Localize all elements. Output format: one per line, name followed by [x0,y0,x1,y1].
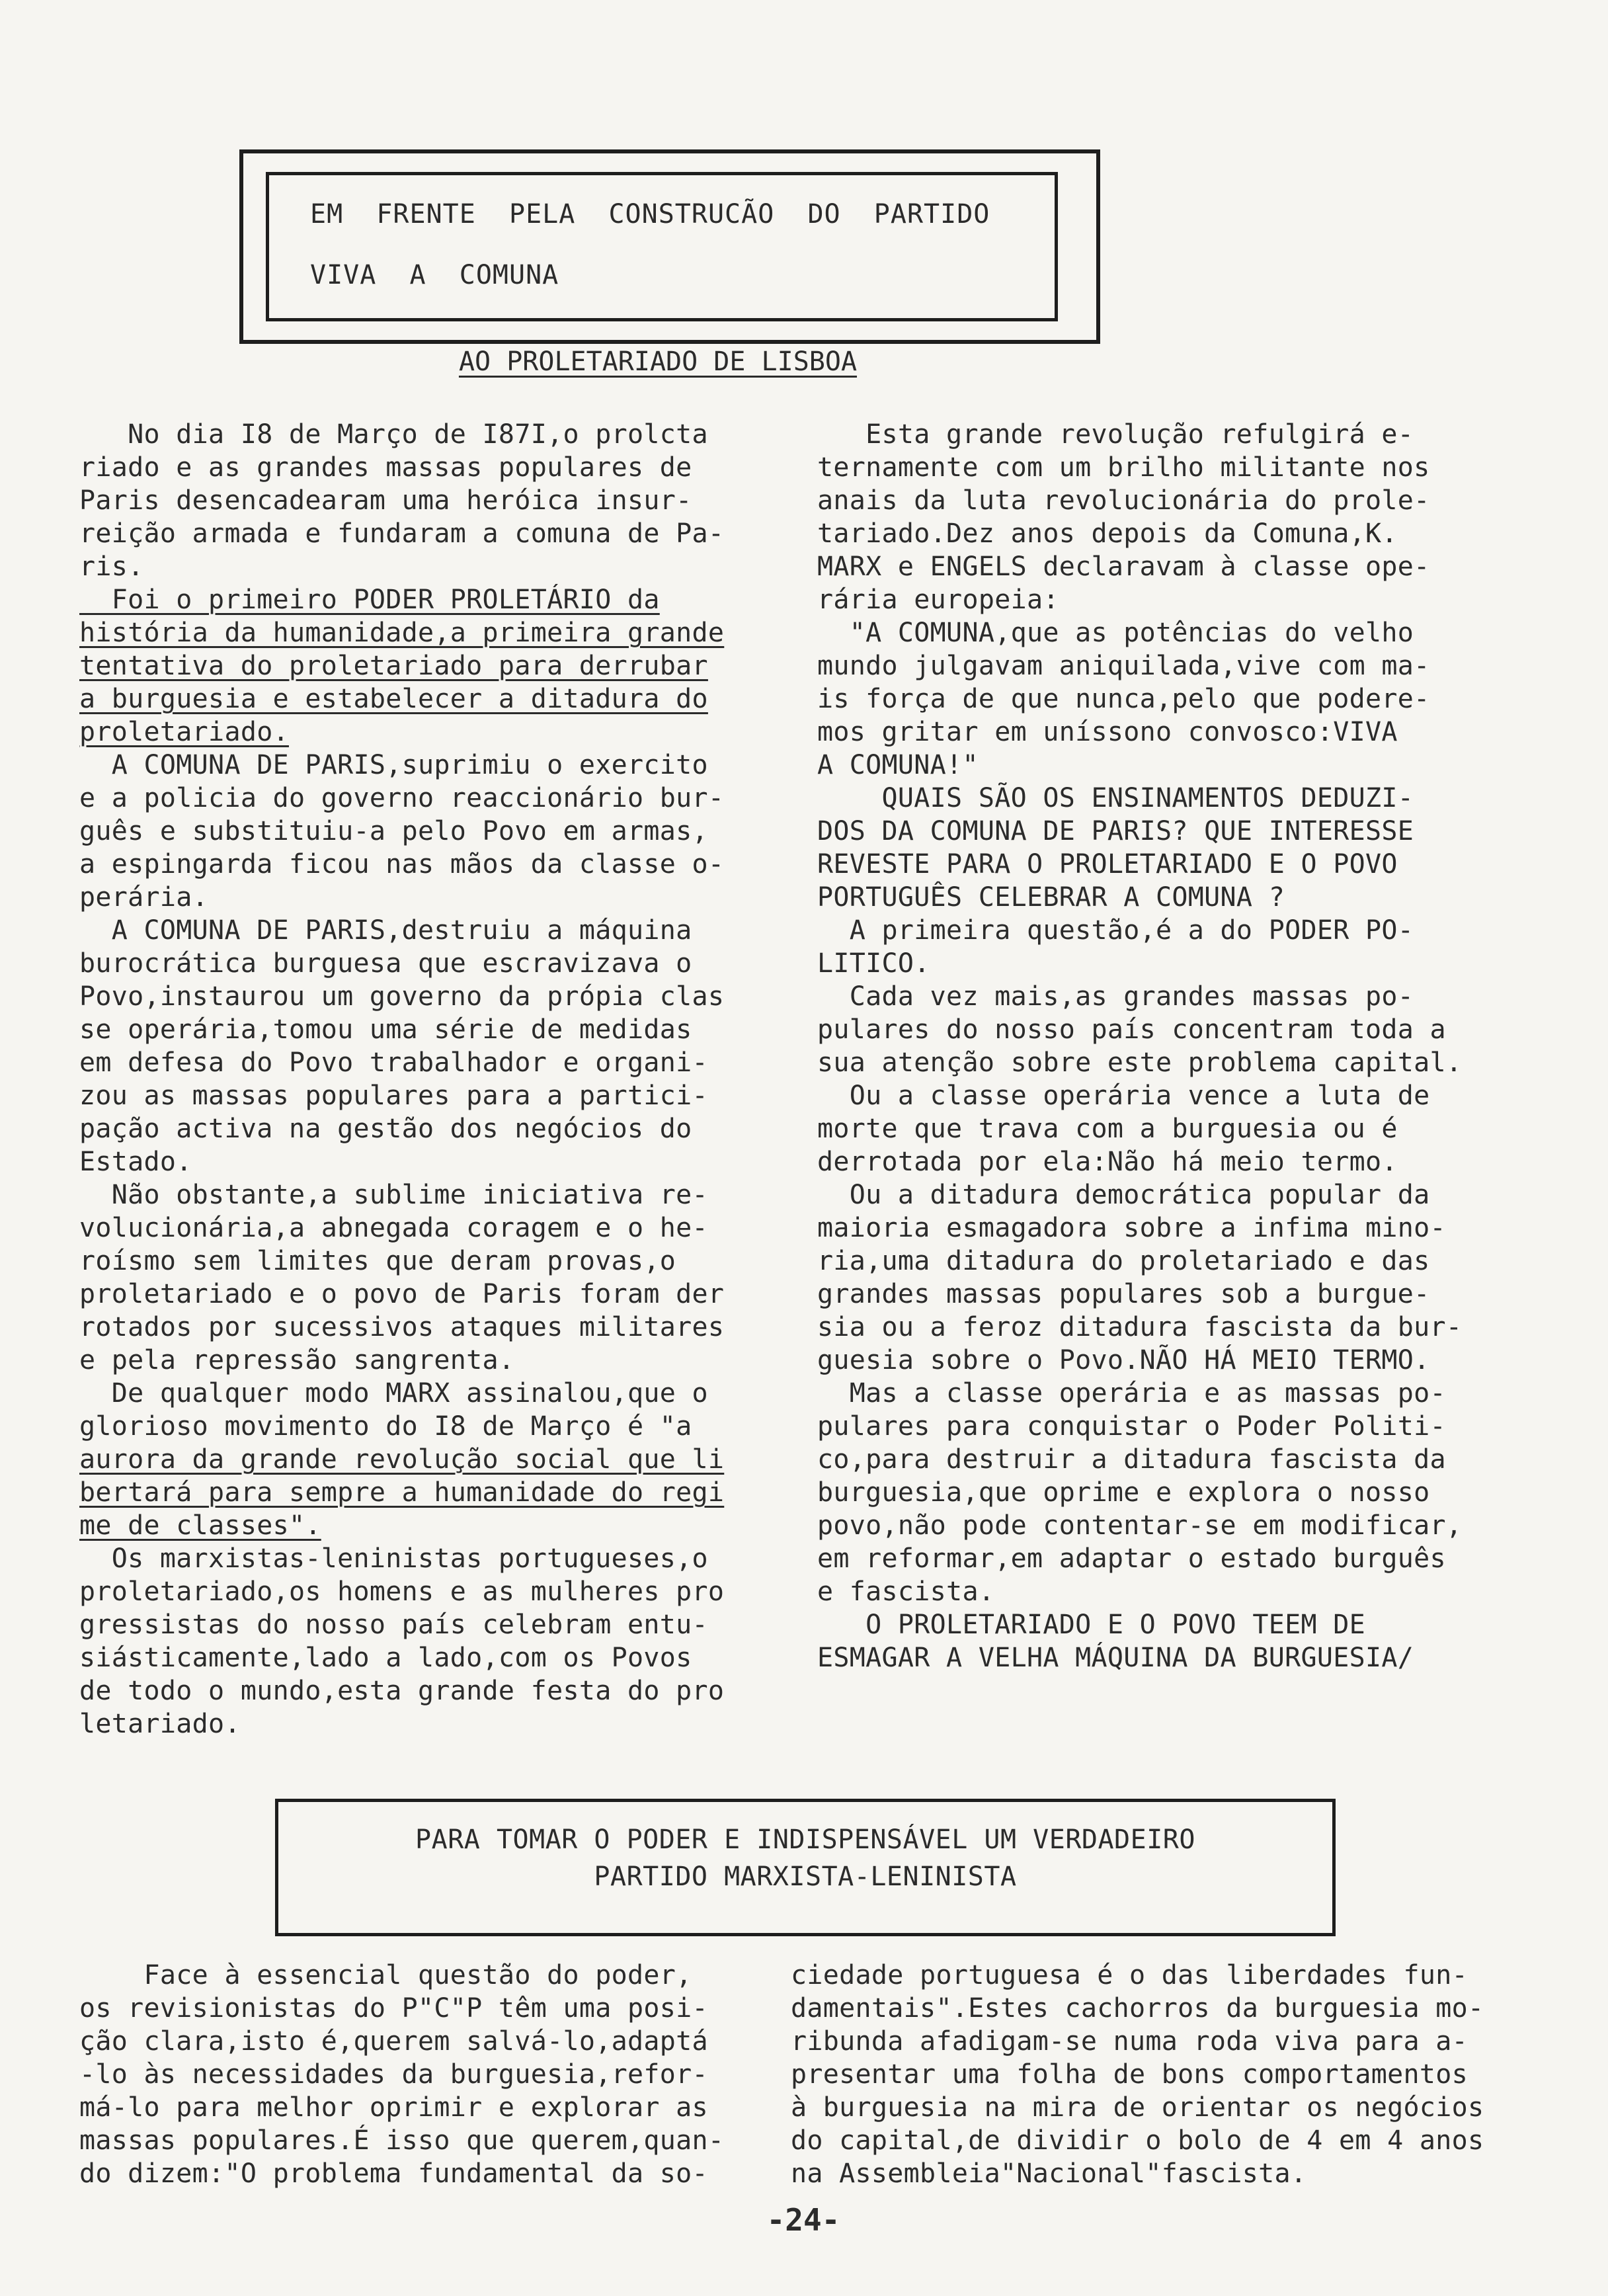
text-line: povo,não pode contentar-se em modificar, [817,1510,1463,1541]
text-line: O PROLETARIADO E O POVO TEEM DE [817,1610,1365,1640]
text-line: na Assembleia"Nacional"fascista. [791,2158,1307,2189]
text-line: PORTUGUÊS CELEBRAR A COMUNA ? [817,882,1285,913]
right-column [817,418,1545,1674]
text-line: e a policia do governo reaccionário bur- [79,783,725,813]
text-line: se operária,tomou uma série de medidas [79,1014,692,1045]
text-line: Estado. [79,1147,192,1177]
text-line: A COMUNA DE PARIS,suprimiu o exercito [79,750,708,780]
banner-line-1: EM FRENTE PELA CONSTRUCÃO DO PARTIDO [310,199,990,229]
text-line: Paris desencadearam uma heróica insur- [79,485,692,516]
text-line: ris. [79,552,144,582]
section-heading: AO PROLETARIADO DE LISBOA [458,347,858,377]
text-line: proletariado e o povo de Paris foram der [79,1279,725,1309]
text-line: Face à essencial questão do poder, [79,1960,692,1990]
text-line: bertará para sempre a humanidade do regi [79,1477,725,1508]
text-line: Não obstante,a sublime iniciativa re- [79,1180,708,1210]
text-line: história da humanidade,a primeira grande [79,618,725,648]
text-line: De qualquer modo MARX assinalou,que o [79,1378,708,1409]
text-line: Povo,instaurou um governo da própia clas [79,981,725,1012]
text-line: do dizem:"O problema fundamental da so- [79,2158,708,2189]
text-line: glorioso movimento do I8 de Março é "a [79,1411,692,1442]
text-line: maioria esmagadora sobre a infima mino- [817,1213,1446,1243]
text-line: sua atenção sobre este problema capital. [817,1047,1463,1078]
text-line: siásticamente,lado a lado,com os Povos [79,1643,692,1673]
text-line: perária. [79,882,209,913]
text-line: derrotada por ela:Não há meio termo. [817,1147,1398,1177]
text-line: presentar uma folha de bons comportamentos [791,2059,1468,2090]
text-line: rária europeia: [817,585,1059,615]
text-line: guês e substituiu-a pelo Povo em armas, [79,816,708,846]
text-line: rotados por sucessivos ataques militares [79,1312,725,1342]
text-line: Mas a classe operária e as massas po- [817,1378,1446,1409]
text-line: mundo julgavam aniquilada,vive com ma- [817,651,1430,681]
text-line: em defesa do Povo trabalhador e organi- [79,1047,708,1078]
text-line: anais da luta revolucionária do prole- [817,485,1430,516]
text-line: má-lo para melhor oprimir e explorar as [79,2092,708,2123]
text-line: "A COMUNA,que as potências do velho [817,618,1414,648]
text-line: me de classes". [79,1510,321,1541]
text-line: zou as massas populares para a partici- [79,1081,708,1111]
text-line: Foi o primeiro PODER PROLETÁRIO da [79,585,660,615]
text-line: do capital,de dividir o bolo de 4 em 4 anos [791,2125,1484,2156]
text-line: burocrática burguesa que escravizava o [79,948,692,979]
text-line: os revisionistas do P"C"P têm uma posi- [79,1993,708,2024]
bottom-left-column [79,1959,793,2190]
left-column [79,418,793,1741]
text-line: de todo o mundo,esta grande festa do pro [79,1676,725,1706]
text-line: proletariado,os homens e as mulheres pro [79,1577,725,1607]
text-line: à burguesia na mira de orientar os negócios [791,2092,1484,2123]
bottom-right-column [791,1959,1545,2190]
text-line: pulares para conquistar o Poder Politi- [817,1411,1446,1442]
text-line: ção clara,isto é,querem salvá-lo,adaptá [79,2026,708,2057]
text-line: ESMAGAR A VELHA MÁQUINA DA BURGUESIA/ [817,1643,1414,1673]
text-line: riado e as grandes massas populares de [79,452,692,483]
text-line: Ou a ditadura democrática popular da [817,1180,1430,1210]
text-line: mos gritar em uníssono convosco:VIVA [817,717,1398,747]
text-line: Esta grande revolução refulgirá e- [817,419,1414,450]
text-line: co,para destruir a ditadura fascista da [817,1444,1446,1475]
text-line: em reformar,em adaptar o estado burguês [817,1543,1446,1574]
text-line: a burguesia e estabelecer a ditadura do [79,684,708,714]
text-line: burguesia,que oprime e explora o nosso [817,1477,1430,1508]
text-line: LITICO. [817,948,930,979]
text-line: REVESTE PARA O PROLETARIADO E O POVO [817,849,1398,880]
text-line: tariado.Dez anos depois da Comuna,K. [817,518,1398,549]
text-line: letariado. [79,1709,241,1739]
text-line: massas populares.É isso que querem,quan- [79,2125,725,2156]
text-line: proletariado. [79,717,289,747]
text-line: A COMUNA!" [817,750,979,780]
banner-line-2: VIVA A COMUNA [310,260,559,290]
text-line: sia ou a feroz ditadura fascista da bur- [817,1312,1463,1342]
text-line: QUAIS SÃO OS ENSINAMENTOS DEDUZI- [817,783,1414,813]
text-line: is força de que nunca,pelo que podere- [817,684,1430,714]
text-line: A primeira questão,é a do PODER PO- [817,915,1414,946]
text-line: pação activa na gestão dos negócios do [79,1114,692,1144]
banner-inner-frame [266,172,1058,321]
text-line: MARX e ENGELS declaravam à classe ope- [817,552,1430,582]
page-number: -24- [766,2202,840,2238]
party-box-line-2: PARTIDO MARXISTA-LENINISTA [594,1862,1017,1892]
party-box [275,1799,1336,1936]
text-line: tentativa do proletariado para derrubar [79,651,708,681]
text-line: reição armada e fundaram a comuna de Pa- [79,518,725,549]
party-box-line-1: PARA TOMAR O PODER E INDISPENSÁVEL UM VERDADEIRO [415,1824,1195,1855]
text-line: grandes massas populares sob a burgue- [817,1279,1430,1309]
text-line: -lo às necessidades da burguesia,refor- [79,2059,708,2090]
text-line: A COMUNA DE PARIS,destruiu a máquina [79,915,692,946]
text-line: volucionária,a abnegada coragem e o he- [79,1213,708,1243]
text-line: Os marxistas-leninistas portugueses,o [79,1543,708,1574]
text-line: ribunda afadigam-se numa roda viva para a- [791,2026,1468,2057]
text-line: DOS DA COMUNA DE PARIS? QUE INTERESSE [817,816,1414,846]
text-line: ternamente com um brilho militante nos [817,452,1430,483]
text-line: ciedade portuguesa é o das liberdades fun- [791,1960,1468,1990]
text-line: gressistas do nosso país celebram entu- [79,1610,708,1640]
text-line: a espingarda ficou nas mãos da classe o- [79,849,725,880]
text-line: ria,uma ditadura do proletariado e das [817,1246,1430,1276]
text-line: damentais".Estes cachorros da burguesia mo- [791,1993,1484,2024]
text-line: e pela repressão sangrenta. [79,1345,515,1375]
text-line: Ou a classe operária vence a luta de [817,1081,1430,1111]
text-line: pulares do nosso país concentram toda a [817,1014,1446,1045]
text-line: morte que trava com a burguesia ou é [817,1114,1398,1144]
text-line: roísmo sem limites que deram provas,o [79,1246,676,1276]
text-line: e fascista. [817,1577,995,1607]
text-line: Cada vez mais,as grandes massas po- [817,981,1414,1012]
text-line: aurora da grande revolução social que li [79,1444,725,1475]
text-line: guesia sobre o Povo.NÃO HÁ MEIO TERMO. [817,1345,1430,1375]
text-line: No dia I8 de Março de I87I,o prolcta [79,419,708,450]
